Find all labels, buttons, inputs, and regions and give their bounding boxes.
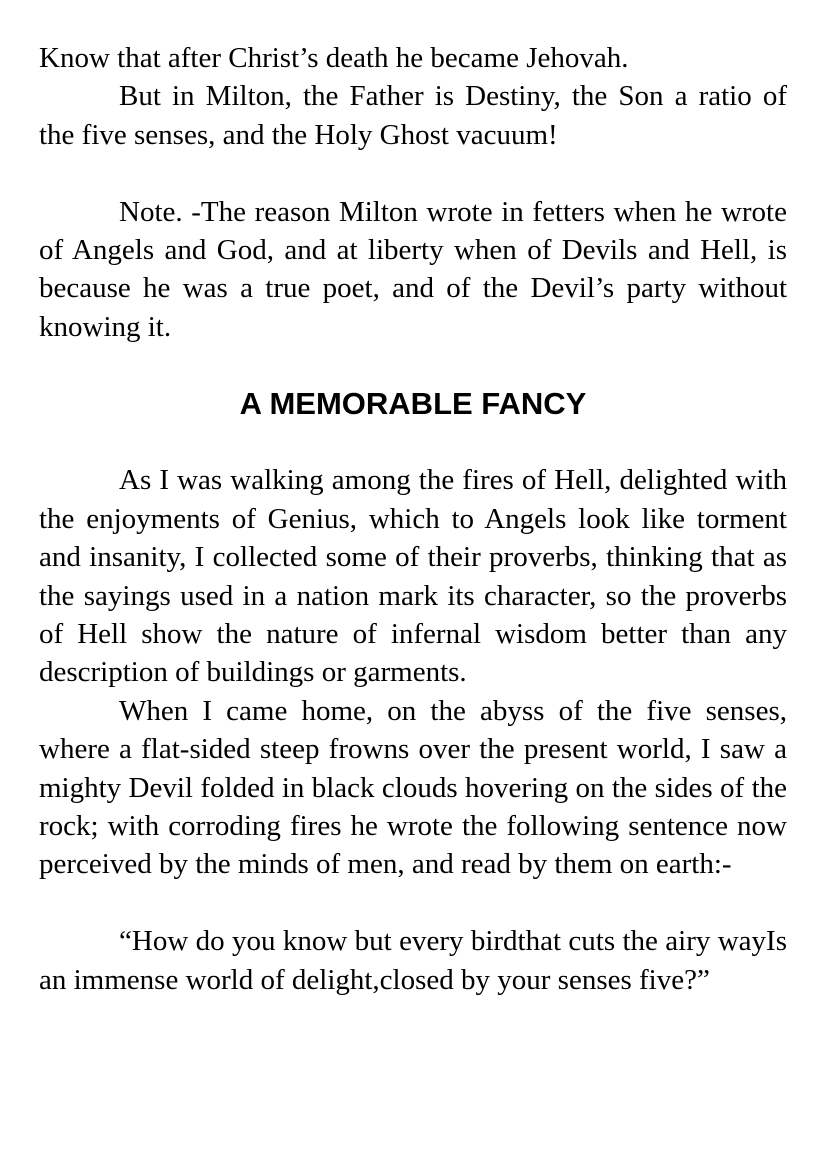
- paragraph-christ-jehovah: Know that after Christ’s death he became Jehovah.: [39, 42, 629, 74]
- paragraph-spacer: [39, 884, 787, 922]
- heading-spacer: [39, 346, 787, 384]
- paragraph-note-milton: Note. -The reason Milton wrote in fetters when he wrote of Angels and God, and at liberty when of Devils and Hell, is because he was a true poet, and of the Devil’s party without knowing it.: [39, 195, 787, 343]
- document-page: [39, 39, 787, 999]
- heading-spacer: [39, 423, 787, 461]
- paragraph-walking-hell: As I was walking among the fires of Hell, delighted with the enjoyments of Genius, which to Angels look like torment and insanity, I collected some of their proverbs, thinking that as the sayings used in a nation mark its character, so the proverbs of Hell show the nature of infernal wisdom better than any description of buildings or garments.: [39, 464, 787, 689]
- section-heading: A MEMORABLE FANCY: [239, 385, 587, 421]
- paragraph-milton-father: But in Milton, the Father is Destiny, the Son a ratio of the five senses, and the Holy Ghost vacuum!: [39, 80, 787, 151]
- paragraph-quotation: “How do you know but every birdthat cuts the airy wayIs an immense world of delight,closed by your senses five?”: [39, 925, 787, 996]
- paragraph-spacer: [39, 154, 787, 192]
- paragraph-came-home: When I came home, on the abyss of the five senses, where a flat-sided steep frowns over the present world, I saw a mighty Devil folded in black clouds hovering on the sides of the rock; with corroding fires he wrote the following sentence now perceived by the minds of men, and read by them on earth:-: [39, 694, 787, 881]
